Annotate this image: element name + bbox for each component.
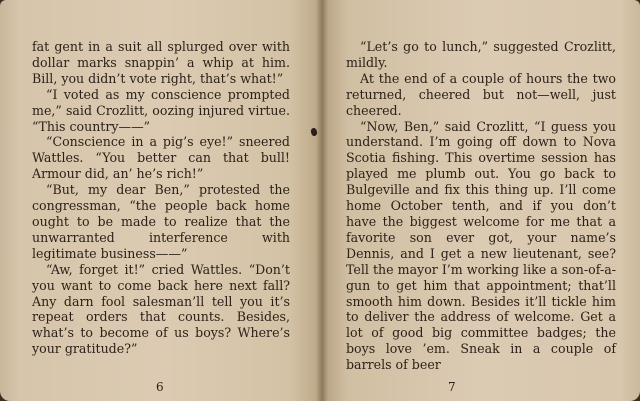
paragraph: “Now, Ben,” said Crozlitt, “I guess you understand. I’m going off down to Nova Scotia fishing. This overtime session has played me plumb out. You go back to Bulgeville and fix this thing up. I’ll come home October tenth, and if you don’t have the biggest welcome for me that a favorite son ever got, your name’s Dennis, and I get a new lieutenant, see? Tell the mayor I’m working like a son-of-a-gun to get him that appointment; that’ll smooth him down. Besides it’ll tickle him to deliver the address of welcome. Get a lot of good big committee badges; the boys love ’em. Sneak in a couple of barrels of beer (346, 118, 616, 373)
left-page-text (32, 39, 290, 357)
paragraph: “I voted as my conscience prompted me,” said Crozlitt, oozing injured virtue. “This country——” (32, 86, 290, 134)
right-page (322, 0, 640, 401)
paragraph: “But, my dear Ben,” protested the congressman, “the people back home ought to be made to realize that the unwarranted interference with legitimate business——” (32, 182, 290, 261)
book-gutter (316, 0, 328, 401)
right-page-text (346, 39, 616, 373)
page-number-right: 7 (448, 380, 456, 394)
paragraph: “Let’s go to lunch,” suggested Crozlitt, mildly. (346, 39, 616, 70)
page-number-left: 6 (156, 380, 164, 394)
paragraph: “Aw, forget it!” cried Wattles. “Don’t you want to come back here next fall? Any darn fool salesman’ll tell you it’s repeat orders that counts. Besides, what’s to become of us boys? Where’s your gratitude?” (32, 261, 290, 357)
paragraph: “Conscience in a pig’s eye!” sneered Wattles. “You better can that bull! Armour did, an’ he’s rich!” (32, 134, 290, 182)
paragraph: fat gent in a suit all splurged over with dollar marks snappin’ a whip at him. Bill, you didn’t vote right, that’s what!” (32, 39, 290, 86)
paragraph: At the end of a couple of hours the two returned, cheered but not—well, just cheered. (346, 70, 616, 118)
